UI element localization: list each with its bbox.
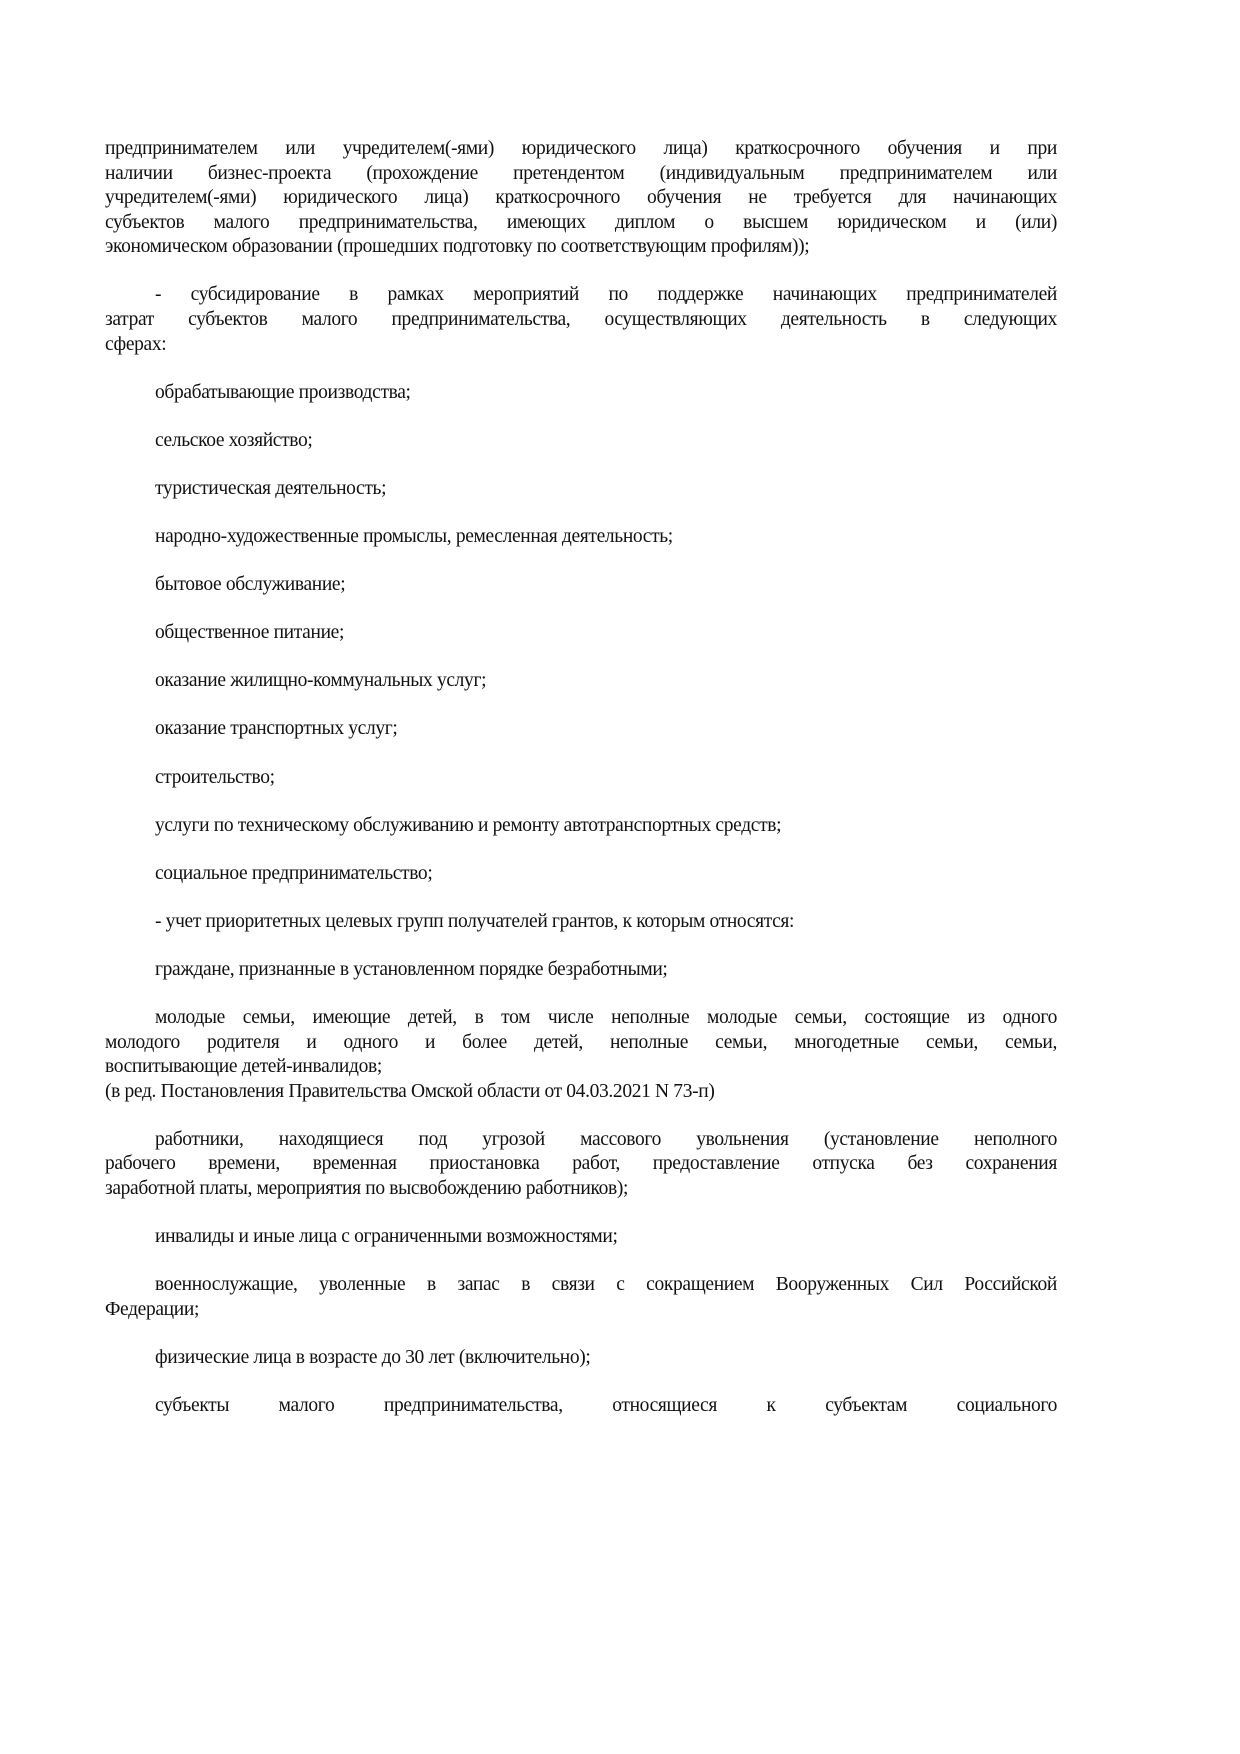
text-line: воспитывающие детей-инвалидов; [105, 1056, 382, 1078]
text-line: строительство; [155, 766, 275, 788]
paragraph [105, 766, 1057, 791]
text-line: сферах: [105, 333, 167, 355]
text-line: работники, находящиеся под угрозой массового увольнения (установление неполного [155, 1128, 1057, 1150]
text-line: предпринимателем или учредителем(-ями) юридического лица) краткосрочного обучения и при [105, 138, 1057, 159]
text-line: оказание транспортных услуг; [155, 718, 398, 740]
paragraph [105, 1128, 1057, 1202]
text-line: услуги по техническому обслуживанию и ремонту автотранспортных средств; [155, 814, 782, 836]
paragraph [105, 477, 1057, 502]
text-line: Федерации; [105, 1298, 200, 1320]
paragraph [105, 1346, 1057, 1371]
text-line: заработной платы, мероприятия по высвобождению работников); [105, 1178, 629, 1200]
text-line: инвалиды и иные лица с ограниченными возможностями; [155, 1226, 618, 1248]
paragraph [105, 1273, 1057, 1322]
text-line: - учет приоритетных целевых групп получателей грантов, к которым относятся: [155, 910, 795, 932]
paragraph [105, 1006, 1057, 1080]
paragraph [105, 910, 1057, 935]
paragraph [105, 283, 1057, 357]
paragraph [105, 525, 1057, 550]
text-line: обрабатывающие производства; [155, 381, 411, 403]
paragraph [105, 717, 1057, 742]
paragraph [105, 1080, 1057, 1105]
text-line: оказание жилищно-коммунальных услуг; [155, 670, 487, 692]
text-line: туристическая деятельность; [155, 477, 387, 499]
paragraph [105, 573, 1057, 598]
text-line: - субсидирование в рамках мероприятий по поддержке начинающих предпринимателей [155, 284, 1057, 306]
text-line: общественное питание; [155, 622, 345, 644]
paragraph [105, 381, 1057, 406]
text-line: бытовое обслуживание; [155, 574, 346, 596]
text-line: наличии бизнес-проекта (прохождение претендентом (индивидуальным предпринимателем или [105, 162, 1057, 184]
text-line: рабочего времени, временная приостановка работ, предоставление отпуска без сохранения [105, 1153, 1057, 1175]
text-line: учредителем(-ями) юридического лица) краткосрочного обучения не требуется для начинающих [105, 187, 1057, 209]
text-line: социальное предпринимательство; [155, 862, 433, 884]
paragraph [105, 958, 1057, 983]
paragraph [105, 137, 1057, 260]
text-line: военнослужащие, уволенные в запас в связи с сокращением Вооруженных Сил Российской [155, 1274, 1057, 1296]
text-line: народно-художественные промыслы, ремесленная деятельность; [155, 526, 673, 548]
text-line: субъекты малого предпринимательства, относящиеся к субъектам социального [155, 1395, 1057, 1416]
text-line: (в ред. Постановления Правительства Омской области от 04.03.2021 N 73-п) [105, 1080, 715, 1102]
text-line: молодые семьи, имеющие детей, в том числе неполные молодые семьи, состоящие из одного [155, 1006, 1057, 1028]
text-line: экономическом образовании (прошедших подготовку по соответствующим профилям)); [105, 236, 810, 258]
text-line: молодого родителя и одного и более детей, неполные семьи, многодетные семьи, семьи, [105, 1031, 1057, 1053]
paragraph [105, 621, 1057, 646]
paragraph [105, 862, 1057, 887]
text-line: субъектов малого предпринимательства, имеющих диплом о высшем юридическом и (или) [105, 211, 1057, 233]
paragraph [105, 1394, 1057, 1419]
text-line: физические лица в возрасте до 30 лет (включительно); [155, 1346, 591, 1368]
text-line: сельское хозяйство; [155, 429, 313, 451]
paragraph [105, 669, 1057, 694]
paragraph [105, 429, 1057, 454]
text-line: граждане, признанные в установленном порядке безработными; [155, 958, 668, 980]
document-page [105, 137, 1057, 1442]
text-line: затрат субъектов малого предпринимательства, осуществляющих деятельность в следующих [105, 309, 1057, 331]
paragraph [105, 1225, 1057, 1250]
paragraph [105, 814, 1057, 839]
